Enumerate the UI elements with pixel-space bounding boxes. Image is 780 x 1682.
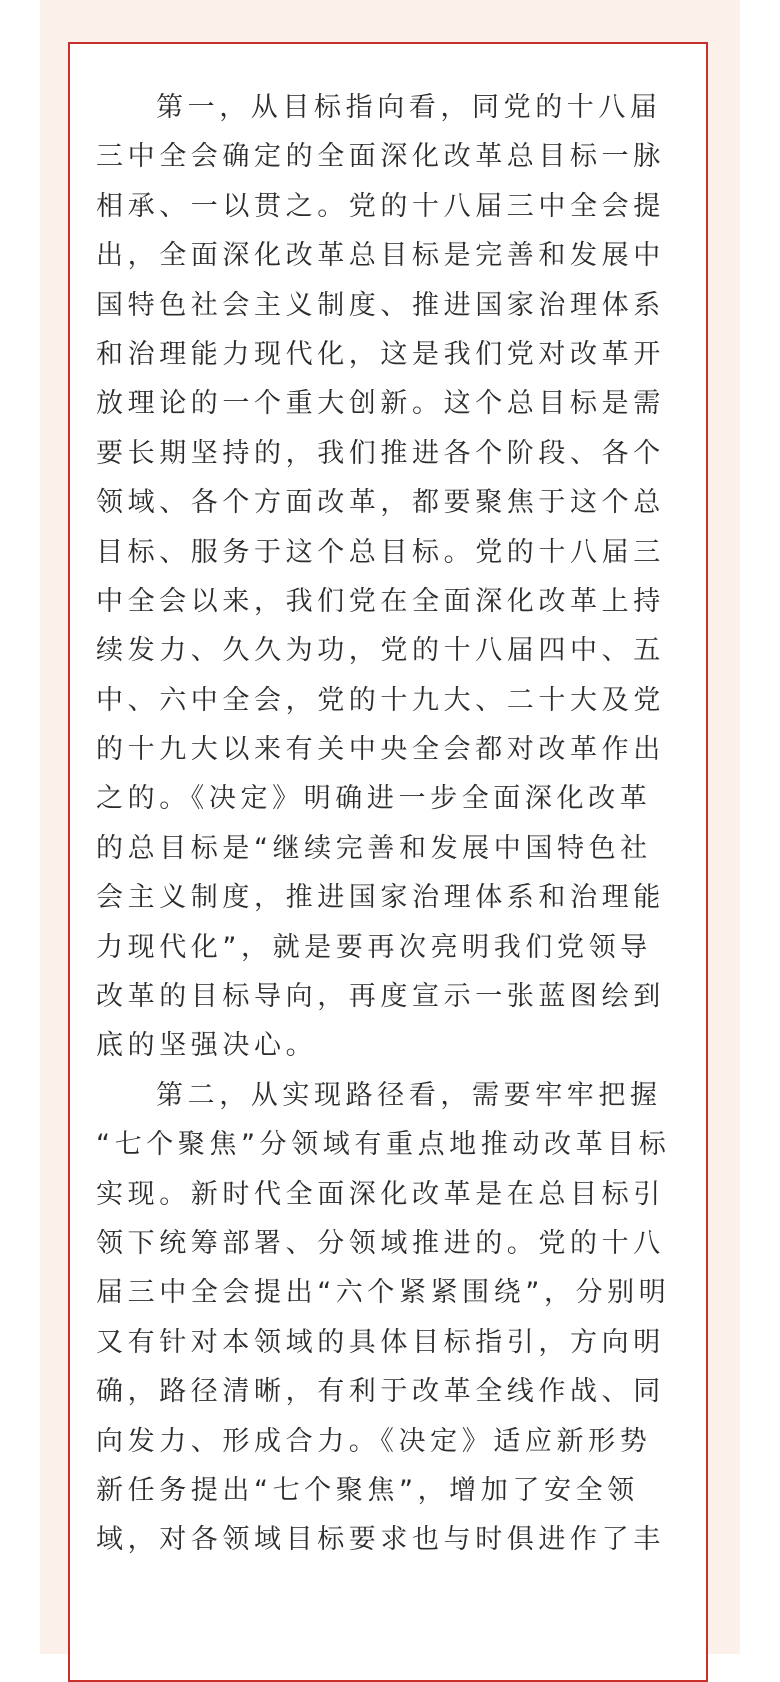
text-line: 要长期坚持的，我们推进各个阶段、各个	[96, 437, 665, 469]
text-line: 和治理能力现代化，这是我们党对改革开	[96, 338, 665, 370]
text-line: 的十九大以来有关中央全会都对改革作出	[96, 734, 665, 766]
text-line: 国特色社会主义制度、推进国家治理体系	[96, 289, 665, 321]
text-line: 实现。新时代全面深化改革是在总目标引	[96, 1178, 665, 1210]
paragraph-2	[96, 1071, 678, 1565]
text-line: 目标、服务于这个总目标。党的十八届三	[96, 536, 665, 568]
text-line: 三中全会确定的全面深化改革总目标一脉	[96, 141, 665, 173]
text-line: 改革的目标导向，再度宣示一张蓝图绘到	[96, 981, 665, 1013]
text-line: 中全会以来，我们党在全面深化改革上持	[96, 585, 665, 617]
article-body	[96, 83, 678, 1565]
text-line: 领下统筹部署、分领域推进的。党的十八	[96, 1227, 665, 1259]
text-line: 领域、各个方面改革，都要聚焦于这个总	[96, 487, 665, 519]
text-line: 确，路径清晰，有利于改革全线作战、同	[96, 1376, 665, 1408]
text-line: 相承、一以贯之。党的十八届三中全会提	[96, 190, 665, 222]
text-line: 新任务提出“七个聚焦”，增加了安全领	[96, 1474, 639, 1506]
text-line: 第一，从目标指向看，同党的十八届	[156, 92, 662, 123]
text-line: 续发力、久久为功，党的十八届四中、五	[96, 635, 665, 667]
text-line: 又有针对本领域的具体目标指引，方向明	[96, 1326, 665, 1358]
paragraph-1	[96, 83, 678, 1071]
text-line: 出，全面深化改革总目标是完善和发展中	[96, 240, 665, 272]
text-line: 域，对各领域目标要求也与时俱进作了丰	[96, 1524, 665, 1556]
text-line: 的总目标是“继续完善和发展中国特色社	[96, 832, 652, 864]
text-line: 底的坚强决心。	[96, 1030, 318, 1062]
text-line: 届三中全会提出“六个紧紧围绕”，分别明	[96, 1277, 671, 1309]
text-line: 会主义制度，推进国家治理体系和治理能	[96, 882, 665, 914]
text-line: 放理论的一个重大创新。这个总目标是需	[96, 388, 665, 420]
text-line: 向发力、形成合力。《决定》适应新形势	[96, 1425, 652, 1457]
text-line: 之的。《决定》明确进一步全面深化改革	[96, 783, 652, 815]
text-line: 力现代化”，就是要再次亮明我们党领导	[96, 931, 652, 963]
text-line: 中、六中全会，党的十九大、二十大及党	[96, 684, 665, 716]
text-line: 第二，从实现路径看，需要牢牢把握	[156, 1079, 662, 1111]
text-line: “七个聚焦”分领域有重点地推动改革目标	[96, 1129, 671, 1161]
